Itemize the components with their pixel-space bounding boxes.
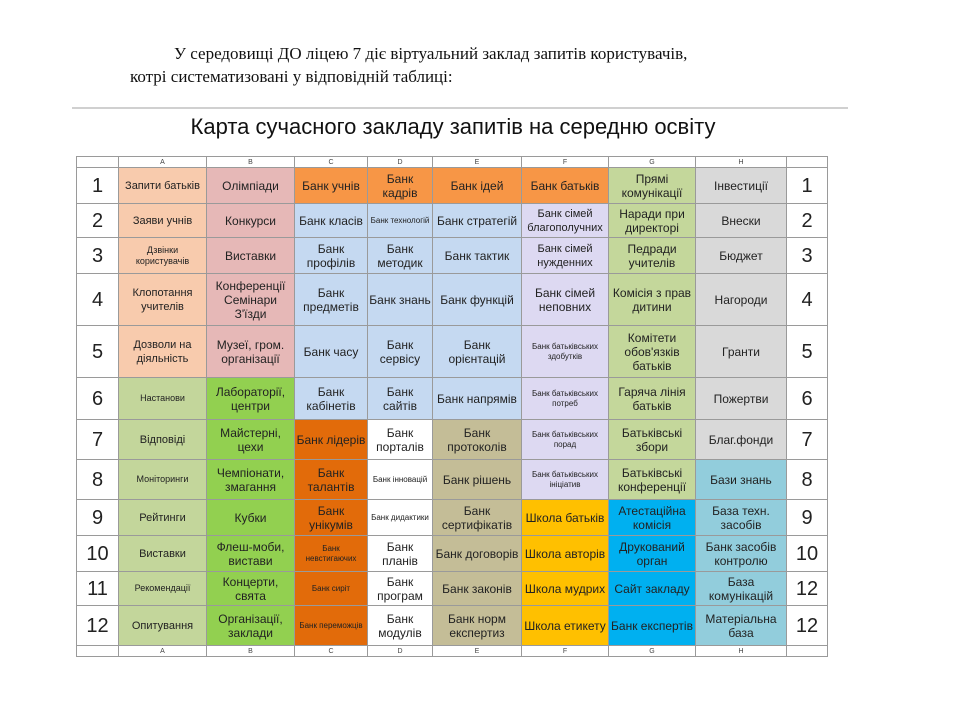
table-row bbox=[77, 168, 828, 204]
table-cell: Внески bbox=[696, 204, 787, 238]
table-cell: Педради учителів bbox=[609, 238, 696, 274]
table-cell: Банк сервісу bbox=[368, 326, 433, 378]
table-cell: Банк сімей неповних bbox=[522, 274, 609, 326]
table-cell: Банк тактик bbox=[433, 238, 522, 274]
row-number-left: 1 bbox=[77, 168, 119, 204]
row-number-right: 9 bbox=[787, 500, 828, 536]
table-cell: Банк норм експертиз bbox=[433, 606, 522, 646]
table-row bbox=[77, 274, 828, 326]
row-number-right: 6 bbox=[787, 378, 828, 420]
table-cell: Майстерні, цехи bbox=[207, 420, 295, 460]
table-cell: Банк батьківських здобутків bbox=[522, 326, 609, 378]
table-cell: Інвестиції bbox=[696, 168, 787, 204]
column-letter: E bbox=[433, 646, 522, 657]
table-cell: Банк сиріт bbox=[295, 572, 368, 606]
table-cell: Банк класів bbox=[295, 204, 368, 238]
table-cell: Банк сімей благополучних bbox=[522, 204, 609, 238]
table-cell: Наради при директорі bbox=[609, 204, 696, 238]
row-number-right: 12 bbox=[787, 606, 828, 646]
table-cell: Банк кабінетів bbox=[295, 378, 368, 420]
intro-line-1: У середовищі ДО ліцею 7 діє віртуальний заклад запитів користувачів, bbox=[174, 44, 688, 63]
table-cell: Банк предметів bbox=[295, 274, 368, 326]
table-cell: Пожертви bbox=[696, 378, 787, 420]
table-cell: Банк лідерів bbox=[295, 420, 368, 460]
table-row bbox=[77, 326, 828, 378]
table-title: Карта сучасного закладу запитів на середню освіту bbox=[190, 114, 716, 139]
table-row bbox=[77, 420, 828, 460]
table-cell: Школа батьків bbox=[522, 500, 609, 536]
table-cell: Музеї, гром. організації bbox=[207, 326, 295, 378]
row-number-left: 8 bbox=[77, 460, 119, 500]
intro-text bbox=[130, 42, 830, 88]
table-cell: Концерти, свята bbox=[207, 572, 295, 606]
table-cell: Банк стратегій bbox=[433, 204, 522, 238]
table-cell: Благ.фонди bbox=[696, 420, 787, 460]
corner-cell bbox=[787, 646, 828, 657]
row-number-left: 11 bbox=[77, 572, 119, 606]
row-number-right: 8 bbox=[787, 460, 828, 500]
table-row bbox=[77, 536, 828, 572]
row-number-right: 10 bbox=[787, 536, 828, 572]
table-cell: Банк методик bbox=[368, 238, 433, 274]
table-cell: Банк сертифікатів bbox=[433, 500, 522, 536]
table-cell: Рейтинги bbox=[119, 500, 207, 536]
table-cell: Лабораторії, центри bbox=[207, 378, 295, 420]
table-cell: Банк ідей bbox=[433, 168, 522, 204]
table-cell: Банк засобів контролю bbox=[696, 536, 787, 572]
row-number-left: 4 bbox=[77, 274, 119, 326]
table-cell: Банк порталів bbox=[368, 420, 433, 460]
row-number-right: 5 bbox=[787, 326, 828, 378]
table-cell: Банк сайтів bbox=[368, 378, 433, 420]
table-cell: База техн. засобів bbox=[696, 500, 787, 536]
table-cell: Матеріальна база bbox=[696, 606, 787, 646]
table-cell: Банк учнів bbox=[295, 168, 368, 204]
table-cell: Моніторинги bbox=[119, 460, 207, 500]
table-cell: Банк знань bbox=[368, 274, 433, 326]
table-cell: Банк дидактики bbox=[368, 500, 433, 536]
row-number-right: 1 bbox=[787, 168, 828, 204]
table-cell: Банк інновацій bbox=[368, 460, 433, 500]
column-header-bottom bbox=[77, 646, 828, 657]
row-number-left: 10 bbox=[77, 536, 119, 572]
row-number-left: 2 bbox=[77, 204, 119, 238]
table-cell: Банк унікумів bbox=[295, 500, 368, 536]
table-cell: Банк сімей нужденних bbox=[522, 238, 609, 274]
corner-cell bbox=[787, 157, 828, 168]
table-cell: Банк батьківських порад bbox=[522, 420, 609, 460]
table-cell: Флеш-моби, вистави bbox=[207, 536, 295, 572]
column-letter: E bbox=[433, 157, 522, 168]
table-cell: Батьківські конференції bbox=[609, 460, 696, 500]
table-cell: Банк договорів bbox=[433, 536, 522, 572]
row-number-left: 12 bbox=[77, 606, 119, 646]
row-number-right: 3 bbox=[787, 238, 828, 274]
table-cell: Банк невстигаючих bbox=[295, 536, 368, 572]
table-cell: Банк функцій bbox=[433, 274, 522, 326]
table-cell: Банк батьків bbox=[522, 168, 609, 204]
table-cell: Бюджет bbox=[696, 238, 787, 274]
table-cell: Банк батьківських ініціатив bbox=[522, 460, 609, 500]
row-number-left: 7 bbox=[77, 420, 119, 460]
table-cell: Комісія з прав дитини bbox=[609, 274, 696, 326]
table-cell: Виставки bbox=[119, 536, 207, 572]
table-cell: Олімпіади bbox=[207, 168, 295, 204]
table-row bbox=[77, 500, 828, 536]
table-cell: Банк рішень bbox=[433, 460, 522, 500]
table-cell: Друкований орган bbox=[609, 536, 696, 572]
table-cell: Банк законів bbox=[433, 572, 522, 606]
row-number-right: 2 bbox=[787, 204, 828, 238]
table-cell: Гаряча лінія батьків bbox=[609, 378, 696, 420]
table-cell: Настанови bbox=[119, 378, 207, 420]
table-cell: Банк часу bbox=[295, 326, 368, 378]
table-cell: Дзвінки користувачів bbox=[119, 238, 207, 274]
requests-map-table bbox=[76, 156, 828, 657]
table-cell: Банк орієнтацій bbox=[433, 326, 522, 378]
row-number-right: 12 bbox=[787, 572, 828, 606]
table-cell: Заяви учнів bbox=[119, 204, 207, 238]
row-number-left: 3 bbox=[77, 238, 119, 274]
table-cell: Комітети обов'язків батьків bbox=[609, 326, 696, 378]
table-cell: Банк батьківських потреб bbox=[522, 378, 609, 420]
table-cell: Клопотання учителів bbox=[119, 274, 207, 326]
table-cell: Конкурси bbox=[207, 204, 295, 238]
column-letter: A bbox=[119, 157, 207, 168]
corner-cell bbox=[77, 157, 119, 168]
column-letter: F bbox=[522, 646, 609, 657]
table-cell: Сайт закладу bbox=[609, 572, 696, 606]
table-cell: Рекомендації bbox=[119, 572, 207, 606]
column-letter: C bbox=[295, 157, 368, 168]
table-cell: Гранти bbox=[696, 326, 787, 378]
table-cell: Організації, заклади bbox=[207, 606, 295, 646]
table-row bbox=[77, 238, 828, 274]
column-letter: A bbox=[119, 646, 207, 657]
table-cell: Банк талантів bbox=[295, 460, 368, 500]
table-row bbox=[77, 606, 828, 646]
table-cell: Банк модулів bbox=[368, 606, 433, 646]
table-cell: Банк профілів bbox=[295, 238, 368, 274]
row-number-left: 9 bbox=[77, 500, 119, 536]
table-cell: Школа мудрих bbox=[522, 572, 609, 606]
row-number-left: 6 bbox=[77, 378, 119, 420]
table-cell: Прямі комунікації bbox=[609, 168, 696, 204]
table-cell: Конференції Семінари З'їзди bbox=[207, 274, 295, 326]
table-row bbox=[77, 460, 828, 500]
corner-cell bbox=[77, 646, 119, 657]
table-cell: Банк напрямів bbox=[433, 378, 522, 420]
table-cell: Банк експертів bbox=[609, 606, 696, 646]
row-number-right: 4 bbox=[787, 274, 828, 326]
table-cell: Запити батьків bbox=[119, 168, 207, 204]
table-cell: Школа етикету bbox=[522, 606, 609, 646]
column-letter: F bbox=[522, 157, 609, 168]
table-cell: Батьківські збори bbox=[609, 420, 696, 460]
column-letter: G bbox=[609, 157, 696, 168]
table-row bbox=[77, 204, 828, 238]
table-cell: Школа авторів bbox=[522, 536, 609, 572]
row-number-right: 7 bbox=[787, 420, 828, 460]
table-row bbox=[77, 378, 828, 420]
table-cell: Бази знань bbox=[696, 460, 787, 500]
table-cell: Кубки bbox=[207, 500, 295, 536]
column-letter: G bbox=[609, 646, 696, 657]
column-letter: H bbox=[696, 157, 787, 168]
table-cell: Банк протоколів bbox=[433, 420, 522, 460]
table-cell: Чемпіонати, змагання bbox=[207, 460, 295, 500]
column-letter: H bbox=[696, 646, 787, 657]
table-cell: Дозволи на діяльність bbox=[119, 326, 207, 378]
column-letter: D bbox=[368, 646, 433, 657]
table-cell: Нагороди bbox=[696, 274, 787, 326]
intro-line-2: котрі систематизовані у відповідній таблиці: bbox=[130, 67, 453, 86]
table-cell: Відповіді bbox=[119, 420, 207, 460]
table-cell: Банк планів bbox=[368, 536, 433, 572]
column-letter: B bbox=[207, 646, 295, 657]
column-letter: C bbox=[295, 646, 368, 657]
table-cell: Банк переможців bbox=[295, 606, 368, 646]
table-cell: Банк кадрів bbox=[368, 168, 433, 204]
table-cell: Виставки bbox=[207, 238, 295, 274]
row-number-left: 5 bbox=[77, 326, 119, 378]
column-letter: D bbox=[368, 157, 433, 168]
divider bbox=[72, 107, 848, 109]
table-row bbox=[77, 572, 828, 606]
table-cell: Атестаційна комісія bbox=[609, 500, 696, 536]
table-cell: Опитування bbox=[119, 606, 207, 646]
column-header-top bbox=[77, 157, 828, 168]
table-cell: Банк технологій bbox=[368, 204, 433, 238]
column-letter: B bbox=[207, 157, 295, 168]
table-cell: Банк програм bbox=[368, 572, 433, 606]
table-cell: База комунікацій bbox=[696, 572, 787, 606]
